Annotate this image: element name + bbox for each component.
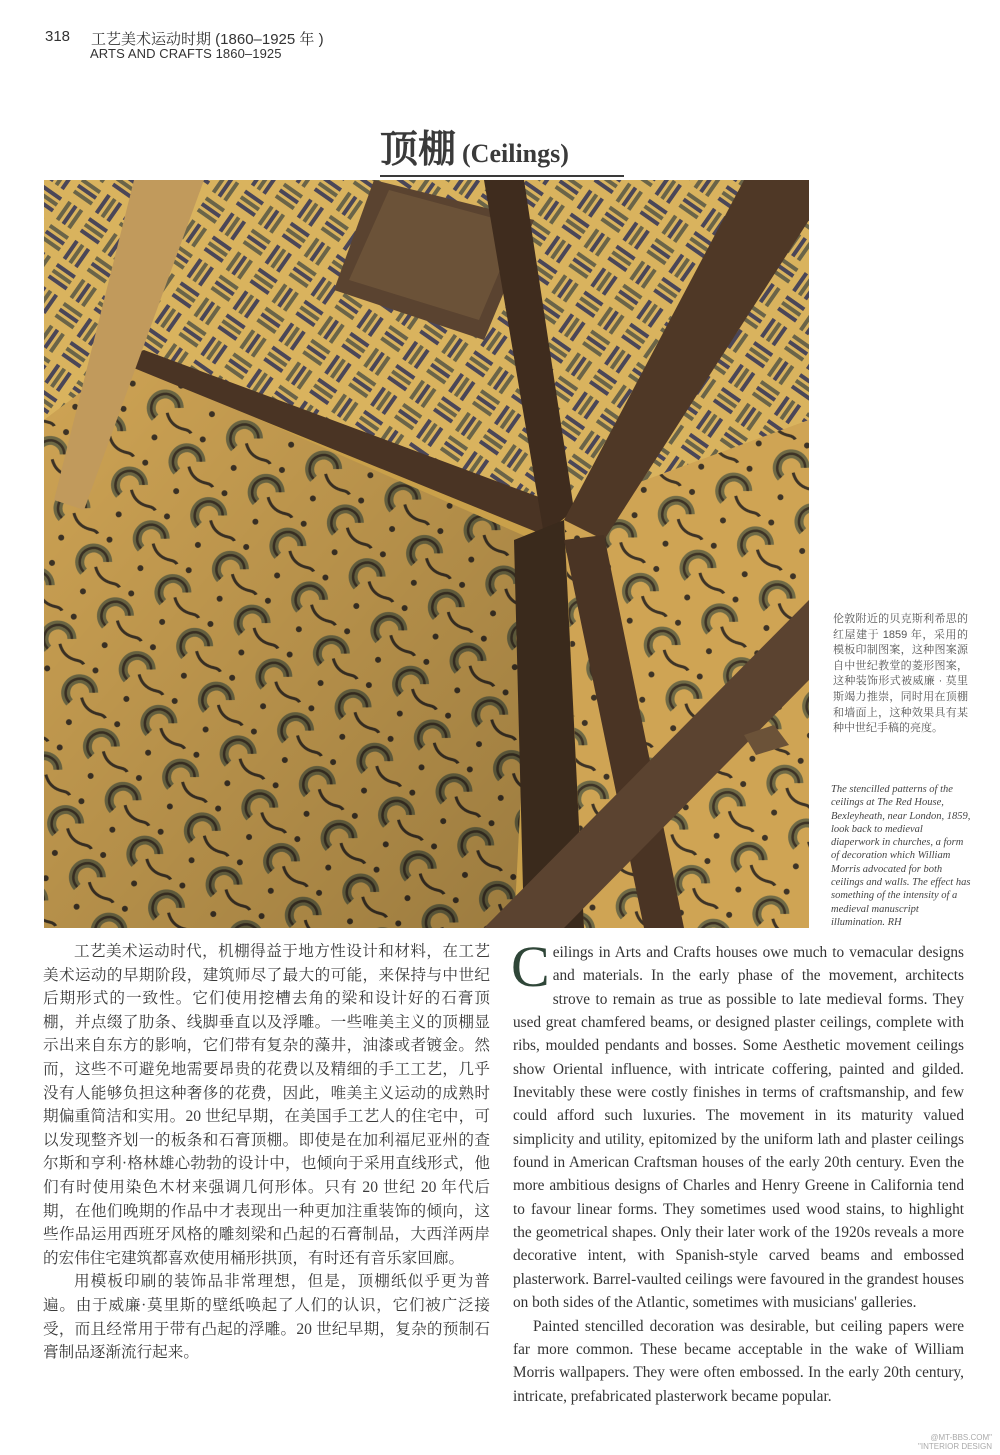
page-title — [380, 118, 624, 177]
page-title-cn: 顶棚 — [380, 129, 457, 171]
watermark-line: "INTERIOR DESIGN — [918, 1442, 992, 1451]
photo-caption-en: The stencilled patterns of the ceilings at The Red House, Bexleyheath, near London, 1859, look back to medieval diaperwork in churches, a form of decoration which William Morris advocated for both ceilings and walls. The effect has something of the intensity of a medieval manuscript illumination. RH — [831, 784, 971, 928]
ceiling-photograph — [44, 180, 809, 928]
section-title-en: ARTS AND CRAFTS 1860–1925 — [90, 46, 282, 61]
watermark — [918, 1433, 992, 1451]
body-text-en — [511, 934, 964, 1408]
body-paragraph-cn: 工艺美术运动时代，机棚得益于地方性设计和材料，在工艺美术运动的早期阶段，建筑师尽了最大的可能，来保持与中世纪后期形式的一致性。它们使用挖槽去角的梁和设计好的石膏顶棚，并点缀了肋条、线脚垂直以及浮雕。一些唯美主义的顶棚显示出来自东方的影响，它们带有复杂的藻井，油漆或者镀金。然而，这些不可避免地需要昂贵的花费以及精细的手工工艺，几乎没有人能够负担这种奢侈的花费，因此，唯美主义运动的成熟时期偏重简洁和实用。20 世纪早期，在美国手工艺人的住宅中，可以发现整齐划一的板条和石膏顶棚。即使是在加利福尼亚州的查尔斯和亨利·格林雄心勃勃的设计中，也倾向于采用直线形式，他们有时使用染色木材来强调几何形体。只有 20 世纪 20 年代后期，在他们晚期的作品中才表现出一种更加注重装饰的倾向，这些作品运用西班牙风格的雕刻梁和凸起的石膏制品，大西洋两岸的宏伟住宅建筑都喜欢使用桶形拱顶，有时还有音乐家回廊。 — [43, 943, 490, 1267]
watermark-line: @MT-BBS.COM" — [930, 1433, 992, 1442]
body-paragraph-cn: 用模板印刷的装饰品非常理想，但是，顶棚纸似乎更为普遍。由于威廉·莫里斯的壁纸唤起了人们的认识，它们被广泛接受，而且经常用于带有凸起的浮雕。20 世纪早期，复杂的预制石膏制品逐渐流行起来。 — [43, 1273, 490, 1362]
page-number: 318 — [45, 28, 71, 45]
body-paragraph-en — [511, 934, 964, 1315]
photo-caption-cn: 伦敦附近的贝克斯利希思的红屋建于 1859 年，采用的模板印制图案，这种图案源自中世纪教堂的菱形图案，这种装饰形式被威廉 · 莫里斯竭力推崇，同时用在顶棚和墙面上，这种效果具有某种中世纪手稿的亮度。 — [833, 613, 968, 735]
page-title-en: (Ceilings) — [462, 139, 569, 168]
body-paragraph-en: Painted stencilled decoration was desirable, but ceiling papers were far more common. These became acceptable in the wake of William Morris wallpapers. They were often embossed. In the early 20th century, intricate, prefabricated plasterwork became popular. — [513, 1317, 964, 1405]
body-paragraph-en-text: eilings in Arts and Crafts houses owe much to vemacular designs and materials. In the early phase of the movement, architects strove to remain as true as possible to late medieval forms. They used great chamfered beams, or designed plaster ceilings, complete with ribs, moulded pendants and bosses. Some Aesthetic movement ceilings show Oriental influence, with intricate coffering, painted and gilded. Inevitably these were costly finishes in terms of craftsmanship, and few could afford such luxuries. The movement in its maturity valued simplicity and utility, epitomized by the uniform lath and plaster ceilings found in American Craftsman houses of the early 20th century. Even the more ambitious designs of Charles and Henry Greene in California tend to favour linear forms. They sometimes used wood stains, to highlight the geometrical shapes. Only their later work of the 1920s reveals a more decorative intent, with Spanish-style carved beams and embossed plasterwork. Barrel-vaulted ceilings were favoured in the grandest houses on both sides of the Atlantic, sometimes with musicians' galleries. — [513, 944, 964, 1312]
section-title-cn: 工艺美术运动时期 (1860–1925 年 ) — [91, 31, 324, 48]
drop-cap: C — [511, 934, 550, 999]
body-text-cn — [43, 940, 490, 1365]
